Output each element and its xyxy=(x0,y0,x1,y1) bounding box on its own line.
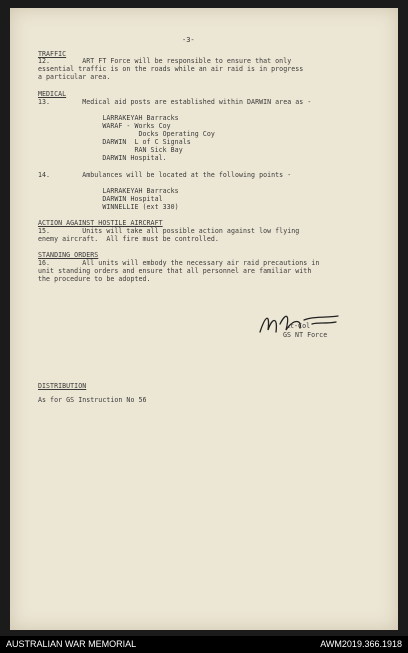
medical-post-3: Docks Operating Coy xyxy=(38,130,215,138)
paragraph-12-line-1: 12. ART FT Force will be responsible to ensure that only xyxy=(38,57,292,65)
paragraph-12-line-3: a particular area. xyxy=(38,73,111,81)
ambulance-point-2: DARWIN Hospital xyxy=(38,195,163,203)
ambulance-point-1: LARRAKEYAH Barracks xyxy=(38,187,179,195)
distribution-heading: DISTRIBUTION xyxy=(38,382,87,390)
paragraph-16-line-1: 16. All units will embody the necessary air raid precautions in xyxy=(38,259,320,267)
paragraph-14-line-1: 14. Ambulances will be located at the following points - xyxy=(38,171,292,179)
paragraph-15-line-1: 15. Units will take all possible action against low flying xyxy=(38,227,300,235)
medical-post-5: RAN Sick Bay xyxy=(38,146,183,154)
paragraph-16-line-2: unit standing orders and ensure that all personnel are familiar with xyxy=(38,267,312,275)
signature-role: Lt-Col xyxy=(286,322,311,330)
medical-post-6: DARWIN Hospital. xyxy=(38,154,167,162)
section-heading-hostile-aircraft: ACTION AGAINST HOSTILE AIRCRAFT xyxy=(38,219,163,227)
paragraph-16-line-3: the procedure to be adopted. xyxy=(38,275,151,283)
paragraph-15-line-2: enemy aircraft. All fire must be controlled. xyxy=(38,235,219,243)
paragraph-12-line-2: essential traffic is on the roads while an air raid is in progress xyxy=(38,65,304,73)
ambulance-point-3: WINNELLIE (ext 330) xyxy=(38,203,179,211)
section-heading-traffic: TRAFFIC xyxy=(38,50,67,58)
paragraph-13-line-1: 13. Medical aid posts are established within DARWIN area as - xyxy=(38,98,312,106)
medical-post-1: LARRAKEYAH Barracks xyxy=(38,114,179,122)
section-heading-medical: MEDICAL xyxy=(38,90,67,98)
footer-institution: AUSTRALIAN WAR MEMORIAL xyxy=(6,639,137,649)
section-heading-standing-orders: STANDING ORDERS xyxy=(38,251,99,259)
medical-post-2: WARAF - Works Coy xyxy=(38,122,171,130)
distribution-text: As for GS Instruction No 56 xyxy=(38,396,147,404)
signature-force: GS NT Force xyxy=(283,331,328,339)
page-number: -3- xyxy=(182,36,195,44)
medical-post-4: DARWIN L of C Signals xyxy=(38,138,191,146)
archive-footer xyxy=(0,636,408,653)
footer-accession-number: AWM2019.366.1918 xyxy=(320,639,402,649)
